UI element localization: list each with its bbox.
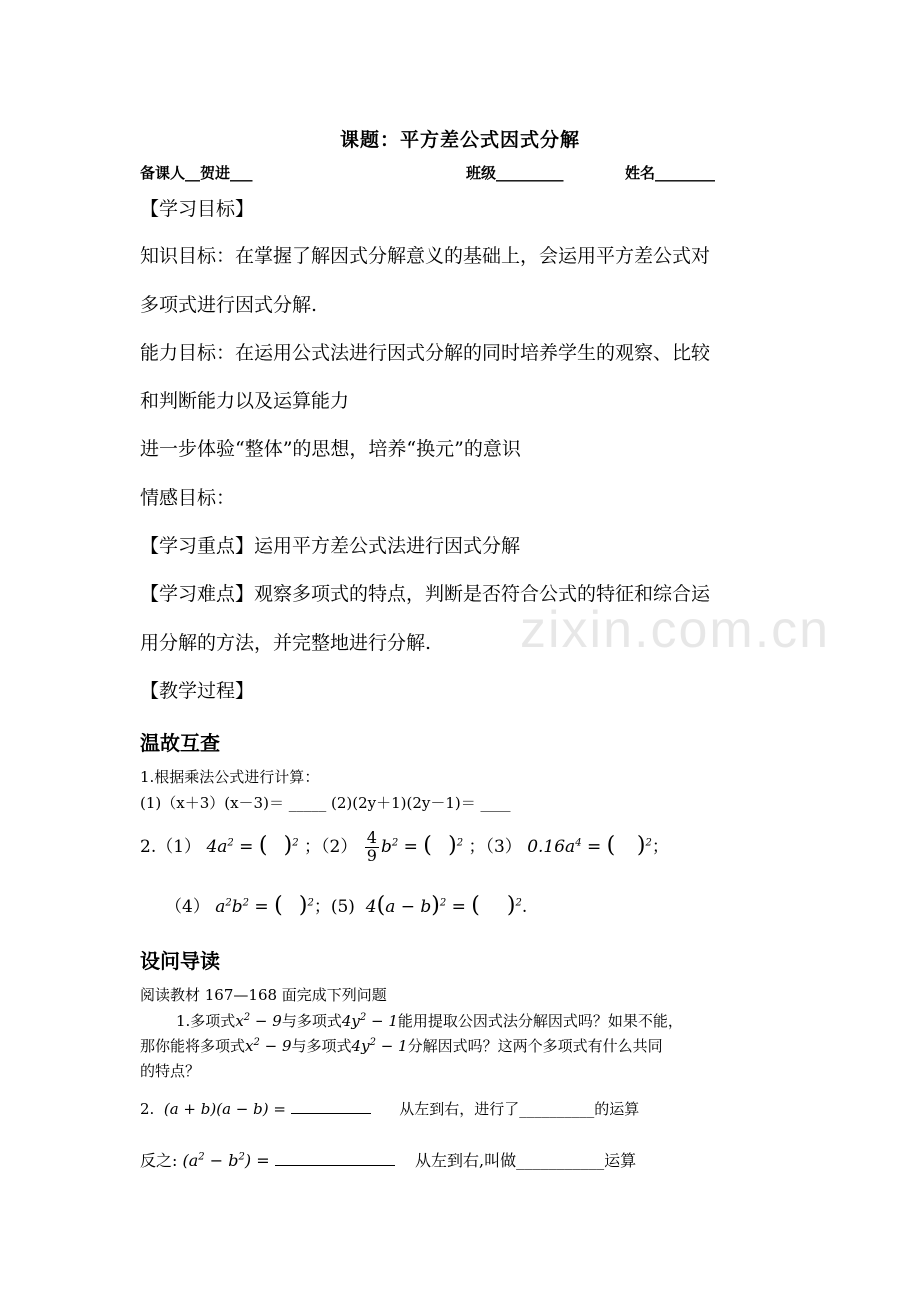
emotion-objective: 情感目标： xyxy=(140,487,236,509)
process-heading: 【教学过程】 xyxy=(140,680,255,702)
difficulty-line-1: 【学习难点】观察多项式的特点，判断是否符合公式的特征和综合运 xyxy=(140,583,711,605)
class-field: 班级_________ xyxy=(466,164,564,182)
review-heading: 温故互查 xyxy=(140,731,220,755)
further-objective: 进一步体验“整体”的思想，培养“换元”的意识 xyxy=(140,438,521,460)
math-4a2: $4a^2$ = ( )$^2$ xyxy=(206,832,299,858)
key-point: 【学习重点】运用平方差公式法进行因式分解 xyxy=(140,535,521,557)
name-field: 姓名________ xyxy=(625,164,716,182)
fraction-4-9: $\frac{4}{9}$ xyxy=(366,828,377,865)
guided-q1-line-3: 的特点？ xyxy=(140,1062,201,1080)
knowledge-objective-line-1: 知识目标：在掌握了解因式分解意义的基础上，会运用平方差公式对 xyxy=(140,245,711,267)
watermark: zixin.com.cn xyxy=(520,601,831,659)
answer-blank[interactable] xyxy=(291,1099,371,1114)
guided-q1-line-1: 1.多项式$x^2 - 9$与多项式$4y^2 - 1$能用提取公因式法分解因式吗？如果不能， xyxy=(176,1012,683,1030)
ability-objective-line-1: 能力目标：在运用公式法进行因式分解的同时培养学生的观察、比较 xyxy=(140,342,711,364)
answer-blank[interactable] xyxy=(275,1151,395,1166)
page-title: 课题：平方差公式因式分解 xyxy=(339,129,580,151)
guided-reverse: 反之: $(a^2 - b^2)$ = 从左到右,叫做___________运算 xyxy=(140,1151,637,1170)
review-q1-line: (1)（x＋3）(x－3)＝ _____ (2)(2y＋1)(2y－1)＝ ____ xyxy=(140,794,511,812)
preparer-label: 备课人__贺进___ xyxy=(140,164,253,182)
guided-heading: 设问导读 xyxy=(140,949,220,973)
guided-reading: 阅读教材 167—168 面完成下列问题 xyxy=(140,986,387,1004)
math-ab-product: (a + b)(a − b) = xyxy=(159,1100,291,1118)
math-4a-b2: $4(a - b)^2$ = ( )$^2$ xyxy=(360,893,522,918)
objectives-heading: 【学习目标】 xyxy=(140,198,255,220)
difficulty-line-2: 用分解的方法，并完整地进行分解. xyxy=(140,632,432,654)
math-a2b2: $a^2b^2$ = ( )$^2$ xyxy=(215,893,314,918)
guided-q1-line-2: 那你能将多项式$x^2 - 9$与多项式$4y^2 - 1$分解因式吗？这两个多项式有什么共同 xyxy=(140,1037,663,1055)
review-q1-title: 1.根据乘法公式进行计算： xyxy=(140,768,320,786)
review-q2-row1: 2.（1） $4a^2$ = ( )$^2$ ；（2） $\frac{4}{9}$ $b^2$ = ( )$^2$ ；（3） $0.16a^4$ = ( )$^2$； xyxy=(140,828,669,865)
knowledge-objective-line-2: 多项式进行因式分解. xyxy=(140,294,318,316)
ability-objective-line-2: 和判断能力以及运算能力 xyxy=(140,390,350,412)
review-q2-row2: （4） $a^2b^2$ = ( )$^2$；(5) $4(a - b)^2$ = ( )$^2$. xyxy=(165,893,528,918)
math-016a4: $0.16a^4$ = ( )$^2$ xyxy=(527,832,652,858)
math-a2-b2: $(a^2 - b^2)$ = xyxy=(182,1151,275,1170)
guided-q2: 2. (a + b)(a − b) = 从左到右，进行了__________的运算 xyxy=(140,1100,640,1118)
